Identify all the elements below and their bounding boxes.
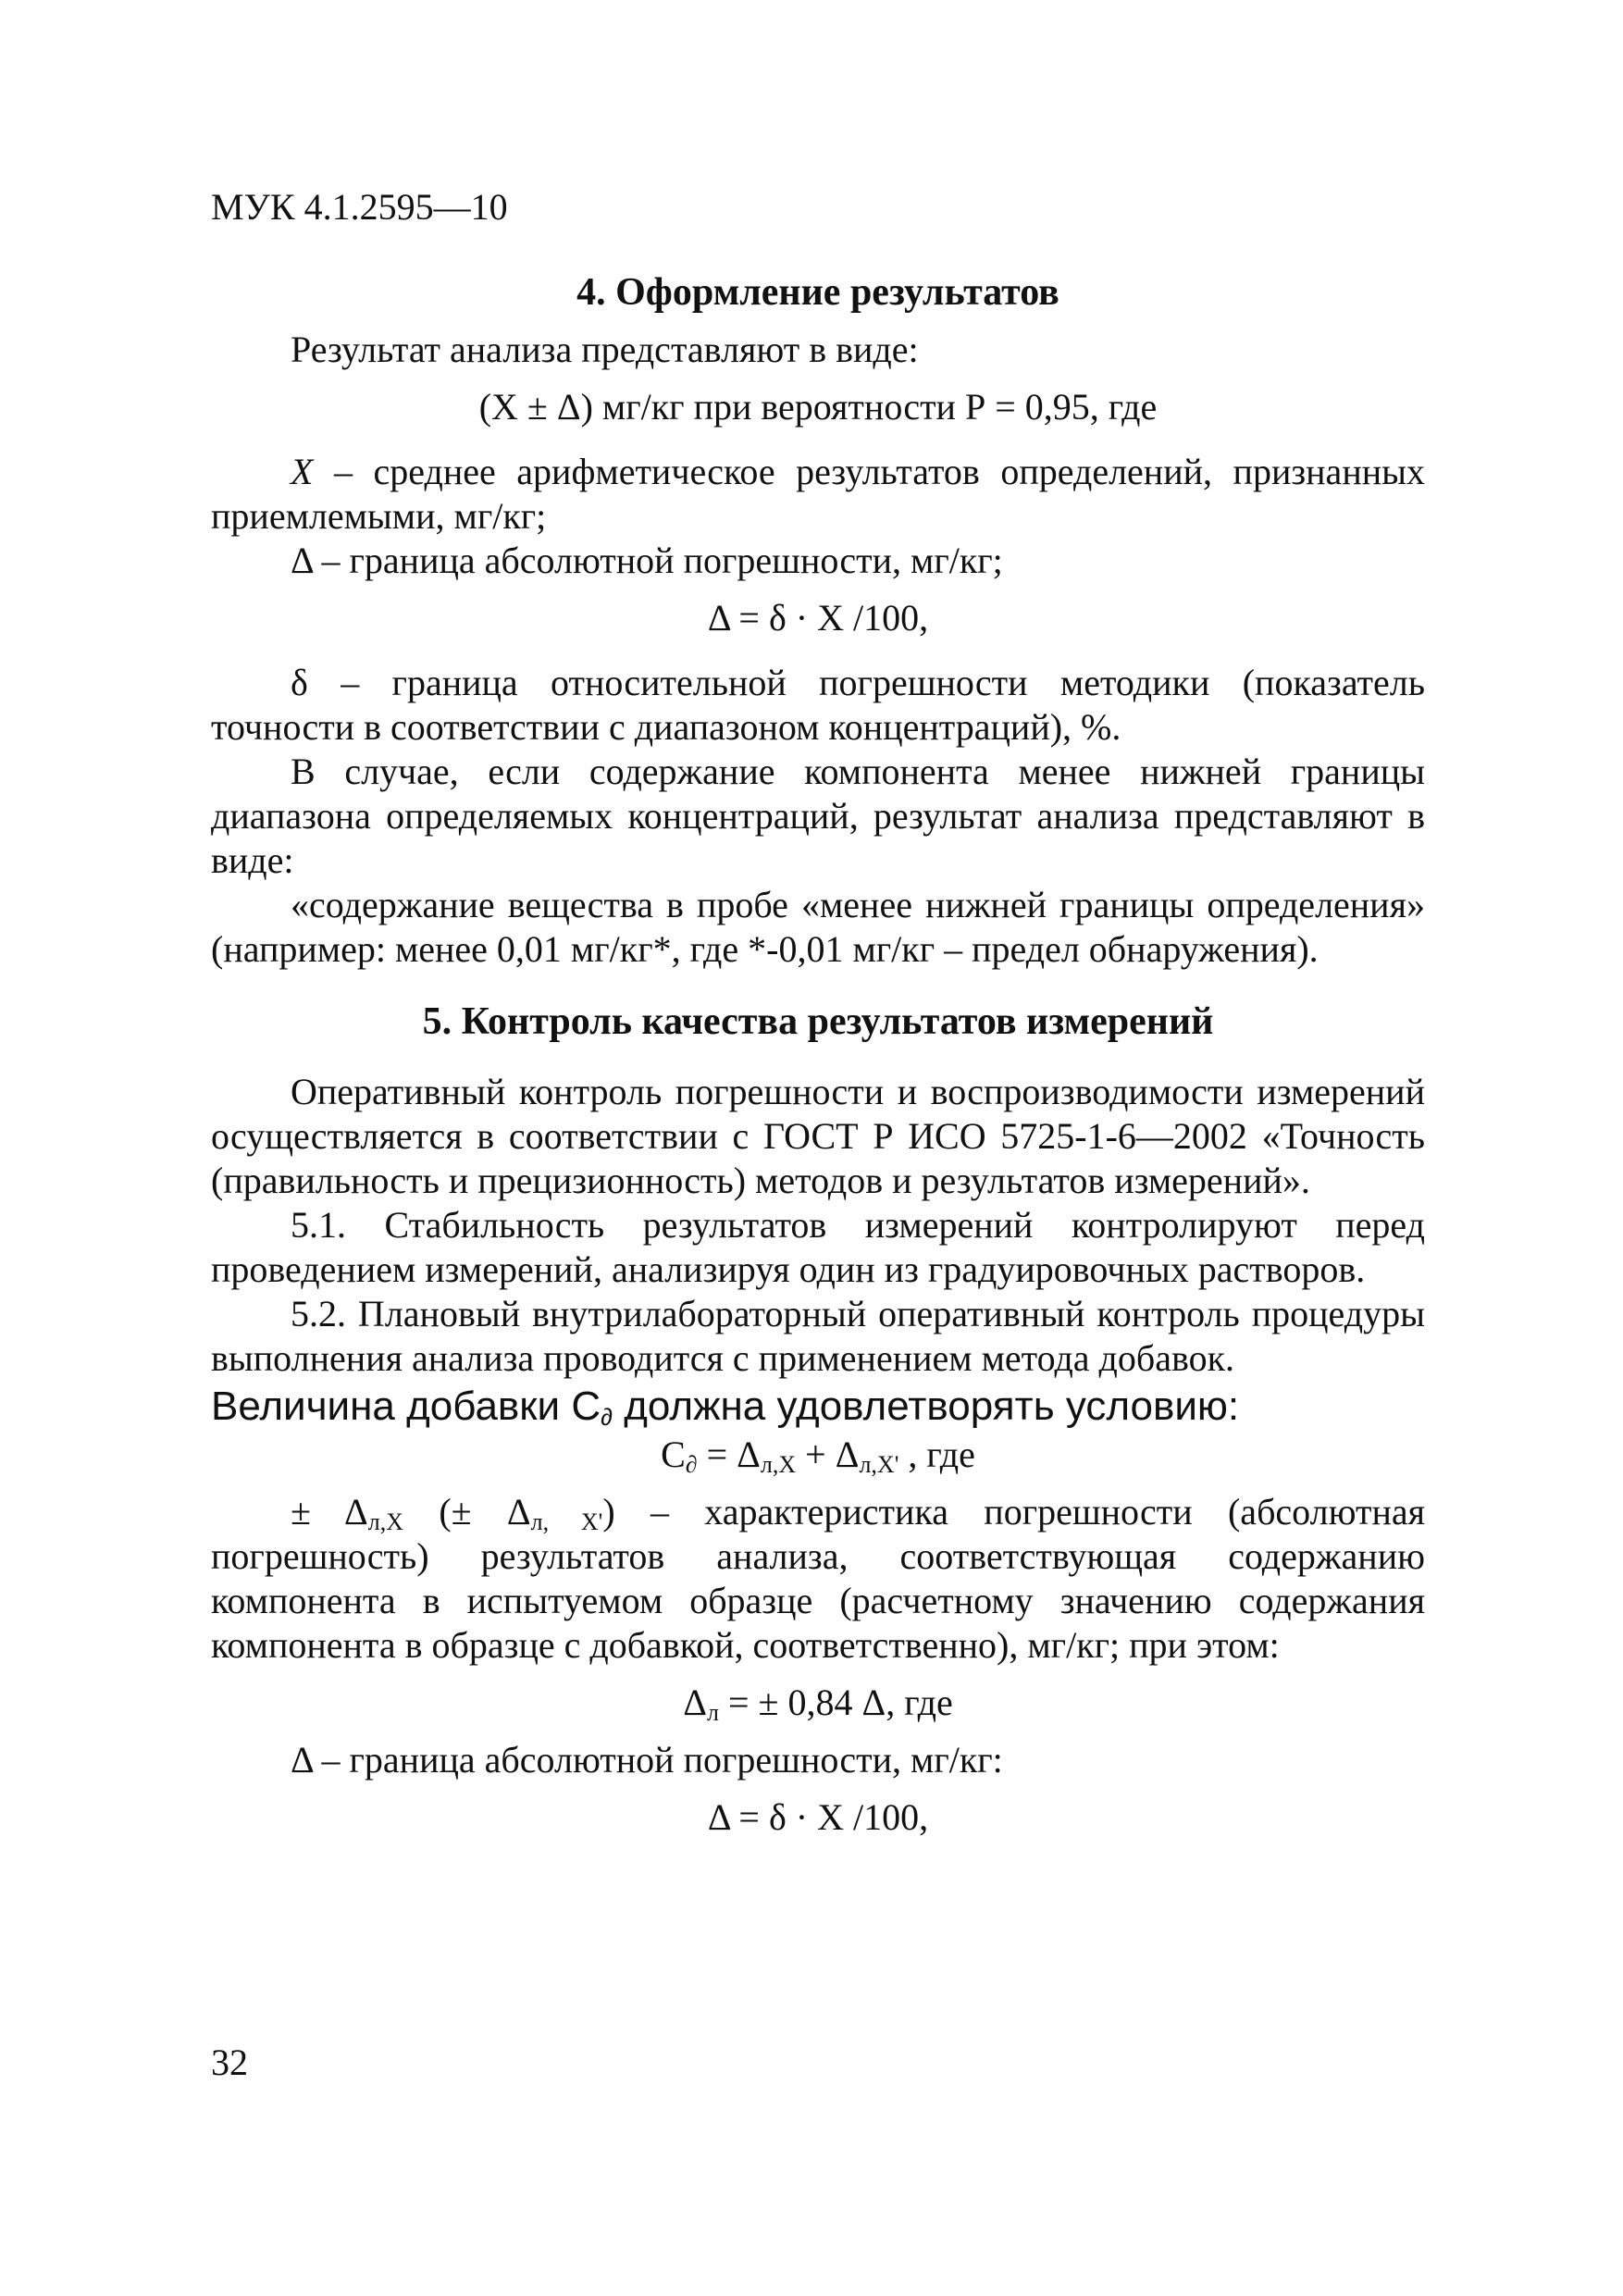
content-paragraph: «содержание вещества в пробе «менее нижней границы определения» (например: менее 0,01 мг/кг*, где *-0,01 мг/кг – предел обнаружения). [211,884,1425,970]
document-code: МУК 4.1.2595—10 [211,186,508,228]
case-paragraph: В случае, если содержание компонента менее нижней границы диапазона определяемых концентраций, результат анализа представляют в виде: [211,751,1425,881]
delta-formula: Δ = δ · Х /100, [707,597,929,639]
section-4-title: 4. Оформление результатов [576,271,1059,314]
delta-l-formula: $\Delta_л$ = ± 0,84 Δ, где [683,1682,953,1726]
delta-small-definition: δ – граница относительной погрешности методики (показатель точности в соответствии с диапазоном концентраций), %. [211,662,1425,748]
additive-condition: Величина добавки $С_\partial$ должна удовлетворять условию: [211,1384,1240,1431]
page-number: 32 [211,2042,248,2083]
result-intro: Результат анализа представляют в виде: [291,329,919,370]
document-body [211,270,1425,1840]
section-5-title: 5. Контроль качества результатов измерений [422,1000,1214,1043]
additive-formula: $С_\partial = \Delta_{л,Х} + \Delta_{л,Х'}$ , где [661,1433,975,1478]
x-symbol: X [291,451,314,492]
stability-paragraph: 5.1. Стабильность результатов измерений контролируют перед проведением измерений, анализируя один из градуировочных растворов. [211,1204,1425,1290]
x-definition [211,450,1425,539]
delta-definition: Δ – граница абсолютной погрешности, мг/кг; [291,540,1003,581]
control-paragraph: Оперативный контроль погрешности и воспроизводимости измерений осуществляется в соответствии с ГОСТ Р ИСО 5725-1-6—2002 «Точность (правильность и прецизионность) методов и результатов измерений». [211,1071,1425,1201]
planned-control-paragraph: 5.2. Плановый внутрилабораторный оперативный контроль процедуры выполнения анализа проводится с применением метода добавок. [211,1293,1425,1379]
error-characteristic-paragraph: ± $\Delta_{л,Х}$ (± $\Delta_{л, Х'}$) – характеристика погрешности (абсолютная погрешность) результатов анализа, соответствующая содержанию компонента в испытуемом образце (расчетному значению содержания компонента в образце с добавкой, соответственно), мг/кг; при этом: [211,1491,1425,1666]
result-formula: (Х ± Δ) мг/кг при вероятности Р = 0,95, где [478,386,1158,428]
delta-definition-2: Δ – граница абсолютной погрешности, мг/кг: [291,1739,1003,1781]
delta-formula-2: Δ = δ · Х /100, [707,1796,929,1838]
x-definition-text: – среднее арифметическое результатов определений, признанных приемлемыми, мг/кг; [211,451,1425,537]
